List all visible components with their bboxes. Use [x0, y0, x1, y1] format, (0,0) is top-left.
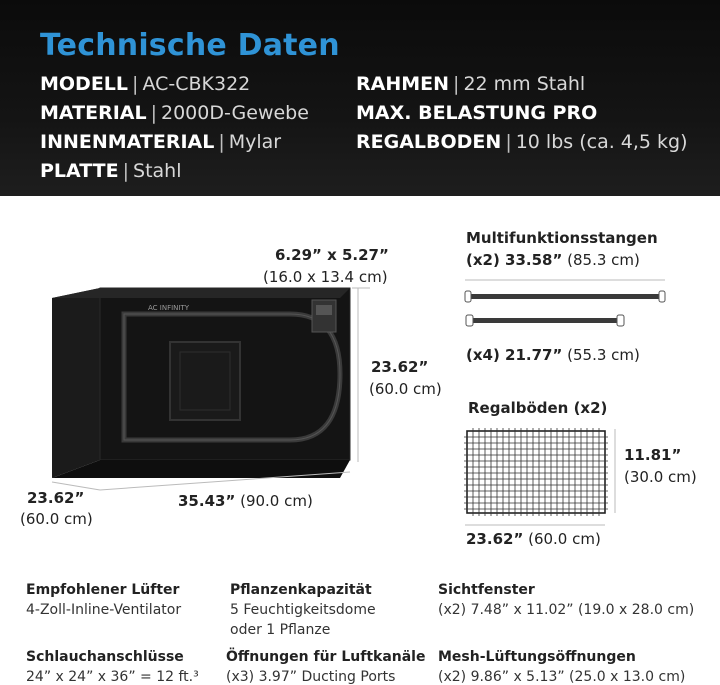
- tent-width-metric: (90.0 cm): [240, 492, 313, 510]
- feature-fan: [26, 580, 181, 620]
- tent-height-imperial: [371, 358, 428, 376]
- tent-top-panel: [52, 288, 350, 298]
- spec-key: RAHMEN: [356, 73, 450, 95]
- controller-port: [312, 300, 336, 332]
- port-dimension-imperial: 6.29” x 5.27”: [275, 246, 389, 264]
- feature-detail: (x2) 9.86” x 5.13” (25.0 x 13.0 cm): [438, 669, 686, 685]
- spec-key: PLATTE: [40, 160, 119, 182]
- spec-key: MATERIAL: [40, 102, 147, 124]
- feature-detail: oder 1 Pflanze: [230, 622, 331, 638]
- rod-long-cap-right: [659, 291, 665, 302]
- rod-short-cap-right: [617, 315, 624, 326]
- spec-value: Mylar: [228, 131, 282, 153]
- brand-logo-text: AC INFINITY: [148, 304, 190, 312]
- rods-long-metric: (85.3 cm): [567, 251, 640, 269]
- spec-material: MATERIAL | 2000D-Gewebe: [40, 102, 309, 124]
- page-title: Technische Daten: [40, 28, 340, 63]
- spec-value: 10 lbs (ca. 4,5 kg): [515, 131, 688, 153]
- spec-model: MODELL | AC-CBK322: [40, 73, 251, 95]
- feature-title: Öffnungen für Luftkanäle: [226, 649, 426, 665]
- rods-long-value: (x2) 33.58”: [466, 251, 563, 269]
- feature-title: Empfohlener Lüfter: [26, 582, 180, 598]
- spec-column-right: [356, 70, 688, 157]
- shelf-height-metric: (30.0 cm): [624, 468, 697, 486]
- rods-short-metric: (55.3 cm): [567, 346, 640, 364]
- feature-duct-ports: [226, 647, 425, 685]
- shelf-width: [466, 530, 601, 548]
- feature-title: Sichtfenster: [438, 582, 535, 598]
- rods-short-value: (x4) 21.77”: [466, 346, 563, 364]
- tent-side-panel: [52, 288, 100, 478]
- shelves-title: Regalböden (x2): [468, 399, 608, 417]
- feature-title: Schlauchanschlüsse: [26, 649, 184, 665]
- rod-short: [471, 318, 619, 323]
- feature-viewing-window: [438, 580, 694, 620]
- spec-load-line2: REGALBODEN | 10 lbs (ca. 4,5 kg): [356, 131, 688, 153]
- port-dimension-metric: (16.0 x 13.4 cm): [263, 268, 388, 286]
- spec-load-line1: [356, 99, 688, 128]
- rods-long-label: [466, 251, 640, 269]
- spec-key: MAX. BELASTUNG PRO: [356, 102, 598, 124]
- tent-depth-value: 23.62”: [27, 489, 85, 507]
- spec-inner-material: INNENMATERIAL | Mylar: [40, 131, 282, 153]
- feature-title: Pflanzenkapazität: [230, 582, 372, 598]
- spec-frame: RAHMEN | 22 mm Stahl: [356, 73, 586, 95]
- feature-detail: 5 Feuchtigkeitsdome: [230, 602, 376, 618]
- spec-value: 2000D-Gewebe: [161, 102, 309, 124]
- feature-detail: (x2) 7.48” x 11.02” (19.0 x 28.0 cm): [438, 602, 695, 618]
- rods-short-label: [466, 346, 640, 364]
- shelf-height-imperial: [624, 446, 681, 464]
- spec-value: 22 mm Stahl: [463, 73, 586, 95]
- feature-hose-ports: [26, 647, 199, 685]
- feature-mesh-vents: [438, 647, 685, 685]
- tent-height-value: 23.62”: [371, 358, 429, 376]
- shelf-height-value: 11.81”: [624, 446, 682, 464]
- spec-column-left: [40, 70, 309, 186]
- grow-tent-illustration: [40, 280, 370, 495]
- spec-plate: PLATTE | Stahl: [40, 160, 182, 182]
- shelf-width-value: 23.62”: [466, 530, 524, 548]
- controller-port-slot: [316, 305, 332, 315]
- tent-depth-imperial: [27, 489, 84, 507]
- shelf-mesh: [464, 428, 608, 516]
- spec-value: Stahl: [133, 160, 182, 182]
- spec-header: [0, 0, 720, 196]
- tent-width: [178, 492, 313, 510]
- feature-detail: (x3) 3.97” Ducting Ports: [226, 669, 396, 685]
- spec-key: INNENMATERIAL: [40, 131, 215, 153]
- rod-short-cap-left: [466, 315, 473, 326]
- tent-height-metric: (60.0 cm): [369, 380, 442, 398]
- feature-plant-capacity: [230, 580, 376, 640]
- tent-depth-metric: (60.0 cm): [20, 510, 93, 528]
- tent-width-value: 35.43”: [178, 492, 236, 510]
- port-dimension: [275, 246, 389, 264]
- spec-value: AC-CBK322: [142, 73, 251, 95]
- shelf-width-metric: (60.0 cm): [528, 530, 601, 548]
- rod-long-cap-left: [465, 291, 471, 302]
- feature-detail: 4-Zoll-Inline-Ventilator: [26, 602, 182, 618]
- spec-key: REGALBODEN: [356, 131, 502, 153]
- shelf-illustration: [455, 415, 625, 530]
- rods-illustration: [455, 275, 675, 335]
- feature-title: Mesh-Lüftungsöffnungen: [438, 649, 636, 665]
- spec-key: MODELL: [40, 73, 129, 95]
- rods-title: Multifunktionsstangen: [466, 229, 658, 247]
- feature-detail: 24” x 24” x 36” = 12 ft.³: [26, 669, 199, 685]
- rod-long: [469, 294, 661, 299]
